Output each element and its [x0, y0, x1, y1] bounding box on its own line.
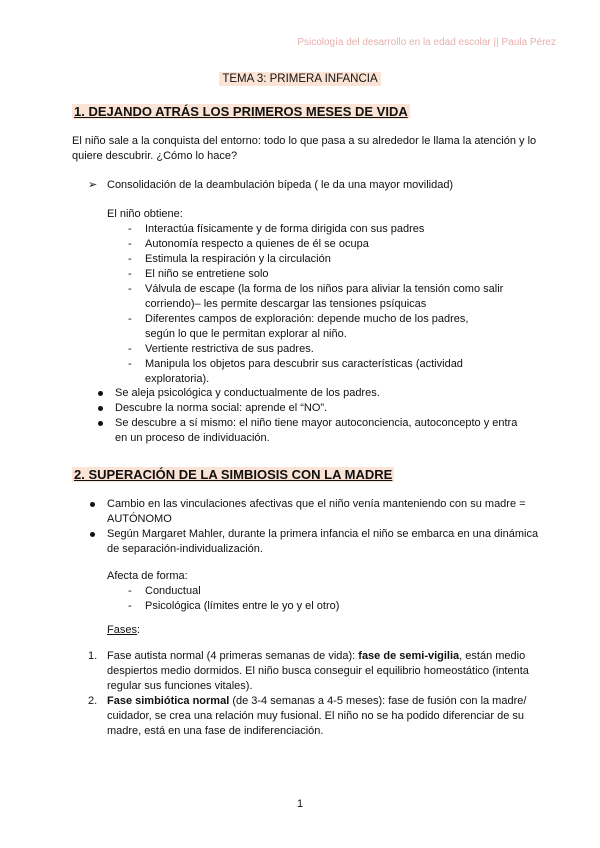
fase-1-number: 1. [88, 650, 98, 662]
dash-marker: - [128, 585, 132, 597]
dash-marker: - [128, 268, 132, 280]
arrow-item: Consolidación de la deambulación bípeda ( le da una mayor movilidad) [107, 179, 454, 191]
dash-marker: - [128, 223, 132, 235]
fase-2-number: 2. [88, 695, 98, 707]
list-item-text: Se aleja psicológica y conductualmente de los padres. [115, 387, 380, 399]
fase-1-text: Fase autista normal (4 primeras semanas de vida): fase de semi-vigilia, están medio despiertos medio dormidos. El niño busca conseguir el equilibrio homeostático (intenta regular sus funciones vitales). [107, 650, 529, 692]
list-item-text: en un proceso de individuación. [115, 432, 270, 444]
dash-marker: - [128, 600, 132, 612]
dash-marker: - [128, 313, 132, 325]
list-item-text: AUTÓNOMO [107, 513, 172, 525]
list-item-text: Autonomía respecto a quienes de él se ocupa [145, 238, 369, 250]
bullet-dot-icon [98, 421, 103, 426]
section-1-heading: 1. DEJANDO ATRÁS LOS PRIMEROS MESES DE VIDA [74, 104, 408, 119]
bullet-dot-icon [90, 532, 95, 537]
list-item-text: Conductual [145, 585, 201, 597]
section-1-intro: El niño sale a la conquista del entorno: todo lo que pasa a su alrededor le llama la atención y lo quiere descubrir. ¿Cómo lo hace? [72, 135, 537, 162]
section-2-heading: 2. SUPERACIÓN DE LA SIMBIOSIS CON LA MADRE [74, 467, 393, 482]
list-item-text: Válvula de escape (la forma de los niños para aliviar la tensión como salir [145, 283, 504, 295]
document-title: TEMA 3: PRIMERA INFANCIA [0, 73, 600, 85]
afecta-label: Afecta de forma: [107, 570, 188, 582]
dash-marker: - [128, 358, 132, 370]
page-number: 1 [296, 798, 304, 810]
list-item-text: Según Margaret Mahler, durante la primera infancia el niño se embarca en una dinámica [107, 528, 539, 540]
list-item-text: corriendo)– les permite descargar las tensiones psíquicas [145, 298, 427, 310]
list-item-text: Manipula los objetos para descubrir sus características (actividad [145, 358, 463, 370]
list-item-text: según lo que le permitan explorar al niño. [145, 328, 347, 340]
fase-2-text: Fase simbiótica normal (de 3-4 semanas a 4-5 meses): fase de fusión con la madre/ cuidador, se crea una relación muy fusional. El niño no se ha podido diferenciar de su madre, está en una fase de indiferenciación. [107, 695, 527, 737]
list-item-text: Vertiente restrictiva de sus padres. [145, 343, 314, 355]
dash-marker: - [128, 283, 132, 295]
fases-label: Fases: [107, 624, 141, 636]
arrow-bullet-icon: ➢ [88, 179, 98, 191]
bullet-dot-icon [98, 406, 103, 411]
list-item-text: Interactúa físicamente y de forma dirigida con sus padres [145, 223, 425, 235]
dash-marker: - [128, 238, 132, 250]
list-item-text: Psicológica (límites entre le yo y el otro) [145, 600, 340, 612]
list-item-text: El niño se entretiene solo [145, 268, 269, 280]
list-item-text: Estimula la respiración y la circulación [145, 253, 331, 265]
list-item-text: Descubre la norma social: aprende el “NO”. [115, 402, 328, 414]
bullet-dot-icon [98, 391, 103, 396]
list-item-text: Diferentes campos de exploración: depende mucho de los padres, [145, 313, 469, 325]
running-header: Psicología del desarrollo en la edad escolar || Paula Pérez [297, 37, 556, 48]
bullet-dot-icon [90, 502, 95, 507]
list-item-text: Se descubre a sí mismo: el niño tiene mayor autoconciencia, autoconcepto y entra [115, 417, 518, 429]
list-item-text: exploratoria). [145, 373, 210, 385]
dash-marker: - [128, 253, 132, 265]
list-item-text: Cambio en las vinculaciones afectivas que el niño venía manteniendo con su madre = [107, 498, 526, 510]
list-item-text: de separación-individualización. [107, 543, 263, 555]
obtiene-label: El niño obtiene: [107, 208, 183, 220]
dash-marker: - [128, 343, 132, 355]
